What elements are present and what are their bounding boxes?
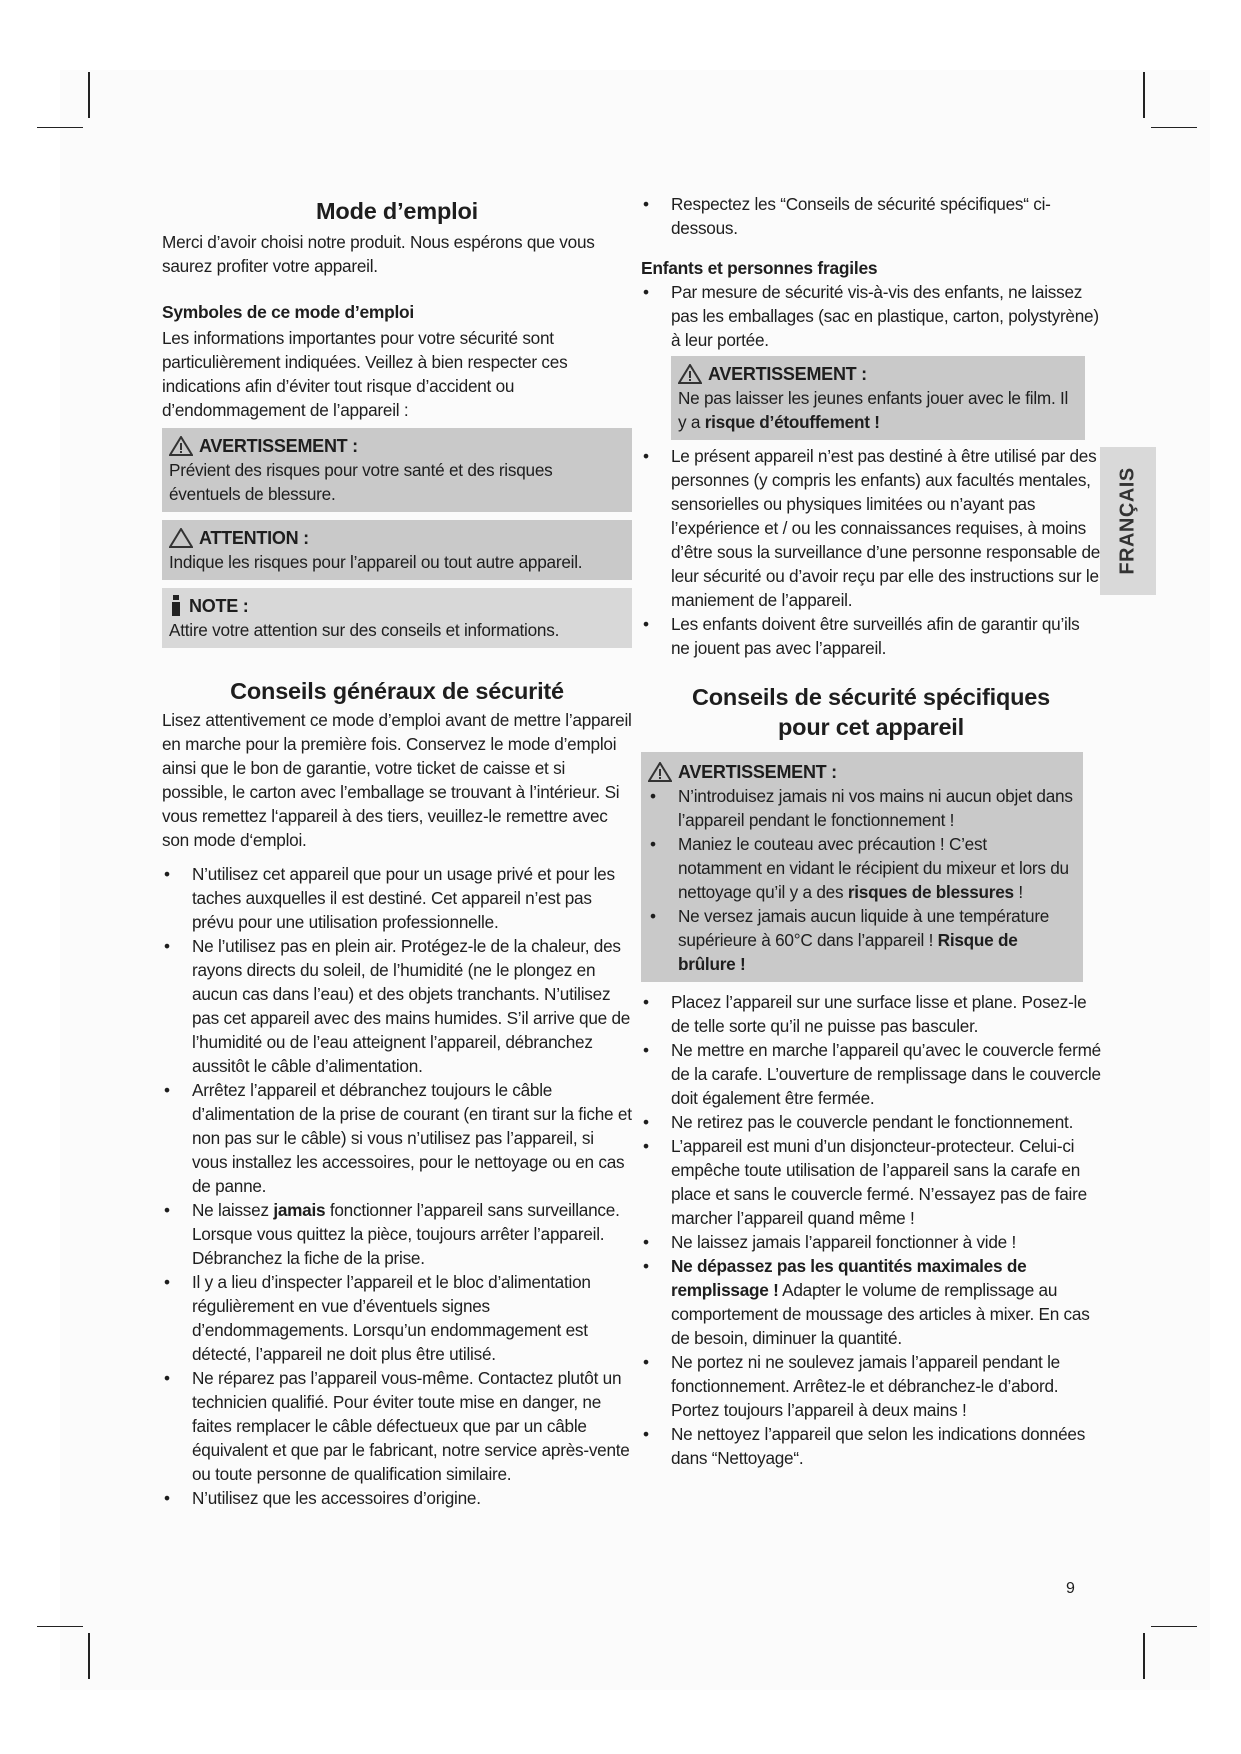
list-item: • N’introduisez jamais ni vos mains ni aucun objet dans l’appareil pendant le fonctionnement !: [648, 784, 1075, 832]
list-item: • N’utilisez que les accessoires d’origine.: [162, 1486, 632, 1510]
list-item: • Les enfants doivent être surveillés afin de garantir qu’ils ne jouent pas avec l’appareil.: [641, 612, 1101, 660]
info-icon: [169, 595, 183, 617]
list-item: • L’appareil est muni d’un disjoncteur-protecteur. Celui-ci empêche toute utilisation de l’appareil sans la carafe en place et sans le couvercle fermé. N’essayez pas de faire marcher l’appareil quand même !: [641, 1134, 1101, 1230]
attention-label: ATTENTION :: [199, 528, 309, 548]
crop-mark-bottom-right-h: [1151, 1626, 1197, 1627]
children-warning-box: [671, 356, 1085, 440]
list-item: • Ne dépassez pas les quantités maximales de remplissage ! Adapter le volume de remplissage au comportement de moussage des articles à mixer. En cas de besoin, diminuer la quantité.: [641, 1254, 1101, 1350]
note-label: NOTE :: [189, 596, 249, 616]
title-conseils-generaux: Conseils généraux de sécurité: [230, 678, 564, 704]
note-text: Attire votre attention sur des conseils et informations.: [169, 620, 560, 640]
list-item: • Respectez les “Conseils de sécurité spécifiques“ ci-dessous.: [641, 192, 1101, 240]
attention-head: [169, 526, 624, 550]
crop-mark-bottom-right-v: [1143, 1633, 1145, 1679]
specific-warning-list: [648, 784, 1075, 976]
language-tab-label: FRANÇAIS: [1116, 467, 1139, 575]
language-tab: [1100, 447, 1156, 595]
list-item: • Ne laissez jamais l’appareil fonctionner à vide !: [641, 1230, 1101, 1254]
list-item: • Ne nettoyez l’appareil que selon les indications données dans “Nettoyage“.: [641, 1422, 1101, 1470]
list-item: • Ne mettre en marche l’appareil qu’avec le couvercle fermé de la carafe. L’ouverture de remplissage dans le couvercle doit également être fermée.: [641, 1038, 1101, 1110]
crop-mark-top-right-v: [1143, 72, 1145, 118]
children-warning-text: Ne pas laisser les jeunes enfants jouer avec le film. Il y a risque d’étouffement !: [678, 388, 1069, 432]
attention-box: [162, 520, 632, 580]
list-item: • N’utilisez cet appareil que pour un usage privé et pour les taches auxquelles il est destiné. Cet appareil n’est pas prévu pour une utilisation professionnelle.: [162, 862, 632, 934]
general-intro: Lisez attentivement ce mode d’emploi avant de mettre l’appareil en marche pour la première fois. Conservez le mode d’emploi ainsi que le bon de garantie, votre ticket de caisse et si possible, le carton avec l’emballage se trouvant à l’intérieur. Si vous remettez l‘appareil à des tiers, veuillez-le remettre avec son mode d‘emploi.: [162, 710, 632, 850]
list-item: • Maniez le couteau avec précaution ! C’est notamment en vidant le récipient du mixeur et lors du nettoyage qu’il y a des risques de blessures !: [648, 832, 1075, 904]
general-bullets: [162, 862, 632, 1510]
title-conseils-specifiques: [641, 682, 1101, 742]
persons-list: [641, 444, 1101, 660]
respect-list: [641, 192, 1101, 240]
warning-label: AVERTISSEMENT :: [199, 436, 358, 456]
list-item: • Placez l’appareil sur une surface lisse et plane. Posez-le de telle sorte qu’il ne puisse pas basculer.: [641, 990, 1101, 1038]
specific-title-line2: pour cet appareil: [778, 714, 964, 740]
warning-text: Prévient des risques pour votre santé et des risques éventuels de blessure.: [169, 460, 553, 504]
list-item: • Arrêtez l’appareil et débranchez toujours le câble d’alimentation de la prise de courant (en tirant sur la fiche et non pas sur le câble) si vous n’utilisez pas l’appareil, si vous installez les accessoires, pour le nettoyage ou en cas de panne.: [162, 1078, 632, 1198]
specific-warning-box: [641, 752, 1083, 982]
list-item: • Ne portez ni ne soulevez jamais l’appareil pendant le fonctionnement. Arrêtez-le et débranchez-le d’abord. Portez toujours l’appareil à deux mains !: [641, 1350, 1101, 1422]
right-column: [641, 192, 1101, 1470]
children-list: [641, 280, 1101, 352]
specific-warning-label: AVERTISSEMENT :: [678, 762, 837, 782]
symbols-heading: Symboles de ce mode d’emploi: [162, 302, 414, 322]
list-item-continuation: • Ne l’utilisez pas en plein air. Protégez-le de la chaleur, des rayons directs du soleil, de l’humidité (ne le plongez en aucun cas dans l’eau) et des objets tranchants. N’utilisez pas cet appareil avec des mains humides. S’il arrive que de l’humidité ou de l’eau atteignent l’appareil, débranchez aussitôt le câble d’alimentation.: [162, 934, 632, 1078]
warning-triangle-icon: [648, 762, 672, 782]
specific-warning-head: [648, 760, 1075, 784]
intro-text: Merci d’avoir choisi notre produit. Nous espérons que vous saurez profiter votre appareil.: [162, 232, 595, 276]
left-column: [162, 192, 632, 1510]
page-number: 9: [1066, 1580, 1075, 1597]
specific-title-line1: Conseils de sécurité spécifiques: [692, 684, 1050, 710]
children-warning-label: AVERTISSEMENT :: [708, 364, 867, 384]
list-item: • Par mesure de sécurité vis-à-vis des enfants, ne laissez pas les emballages (sac en plastique, carton, polystyrène) à leur portée.: [641, 280, 1101, 352]
children-warning-head: [678, 362, 1077, 386]
list-item: • Ne réparez pas l’appareil vous-même. Contactez plutôt un technicien qualifié. Pour éviter toute mise en danger, ne faites remplacer le câble défectueux que par un câble équivalent et que par le fabricant, notre service après-vente ou toute personne de qualification similaire.: [162, 1366, 632, 1486]
attention-triangle-icon: [169, 528, 193, 548]
list-item: • Ne versez jamais aucun liquide à une température supérieure à 60°C dans l’appareil ! Risque de brûlure !: [648, 904, 1075, 976]
children-heading: Enfants et personnes fragiles: [641, 258, 878, 278]
crop-mark-top-left-h: [37, 127, 83, 128]
list-item: • Ne laissez jamais fonctionner l’appareil sans surveillance. Lorsque vous quittez la pièce, toujours arrêter l’appareil. Débranchez la fiche de la prise.: [162, 1198, 632, 1270]
note-head: [169, 594, 624, 618]
list-item: • Ne retirez pas le couvercle pendant le fonctionnement.: [641, 1110, 1101, 1134]
crop-mark-bottom-left-h: [37, 1626, 83, 1627]
crop-mark-top-left-v: [88, 72, 90, 118]
symbols-text: Les informations importantes pour votre sécurité sont particulièrement indiquées. Veillez à bien respecter ces indications afin d’éviter tout risque d’accident ou d’endommagement de l’appareil :: [162, 328, 568, 420]
title-mode-emploi: Mode d’emploi: [316, 198, 478, 224]
note-box: [162, 588, 632, 648]
crop-mark-top-right-h: [1151, 127, 1197, 128]
crop-mark-bottom-left-v: [88, 1633, 90, 1679]
attention-text: Indique les risques pour l’appareil ou tout autre appareil.: [169, 552, 583, 572]
warning-head: [169, 434, 624, 458]
list-item: • Le présent appareil n’est pas destiné à être utilisé par des personnes (y compris les enfants) aux facultés mentales, sensorielles ou physiques limitées ou n’ayant pas l’expérience et / ou les connaissances requises, à moins d’être sous la surveillance d’une personne responsable de leur sécurité ou d’avoir reçu par elle des instructions sur le maniement de l’appareil.: [641, 444, 1101, 612]
warning-triangle-icon: [169, 436, 193, 456]
warning-box: [162, 428, 632, 512]
specific-bullets: [641, 990, 1101, 1470]
warning-triangle-icon: [678, 364, 702, 384]
list-item: • Il y a lieu d’inspecter l’appareil et le bloc d’alimentation régulièrement en vue d’éventuels signes d’endommagements. Lorsqu’un endommagement est détecté, l’appareil ne doit plus être utilisé.: [162, 1270, 632, 1366]
